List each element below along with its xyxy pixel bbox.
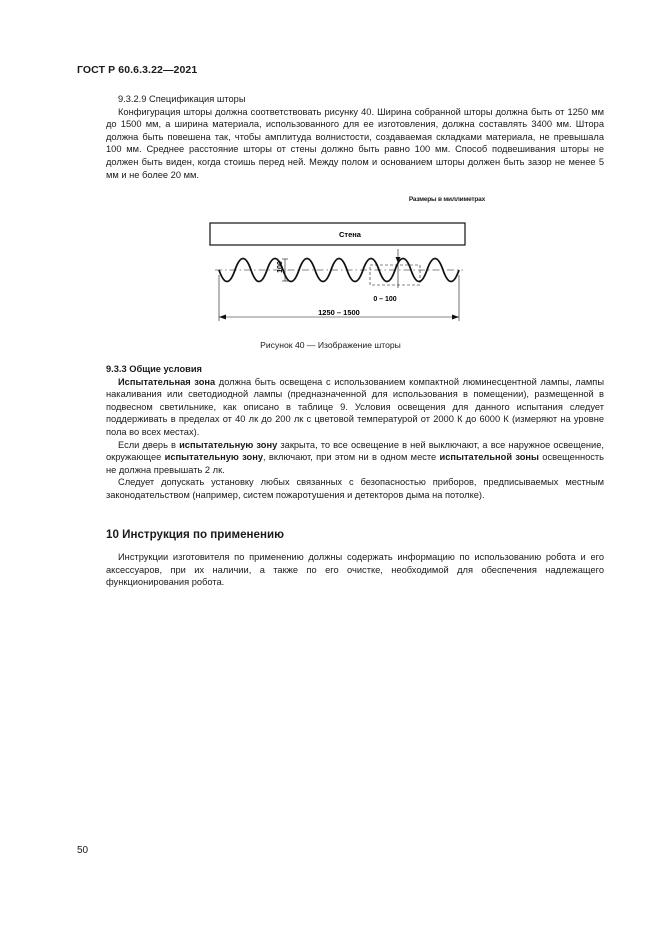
paragraph-1: Испытательная зона должна быть освещена с использованием компактной люминесцентной лампы, лампы накаливания или светодиодной лампы (предназначенной для использования в помещении), размещенной в подвесном светильнике, как описано в таблице 9. Условия освещения для данного испытания следует поддерживать в пределах от 40 лк до 200 лк с цветовой температурой от 2000 К до 6000 К (измеряют на уровне пола во всех местах). xyxy=(106,376,604,437)
curtain-figure xyxy=(205,193,485,328)
section-title: 9.3.3 Общие условия xyxy=(106,364,202,374)
term-test-zone: Испытательная зона xyxy=(118,376,216,387)
paragraph-2: Если дверь в испытательную зону закрыта, то все освещение в ней выключают, а все наружное освещение, окружающее испытательную зону, включают, при этом ни в одном месте испытательной зоны освещенность не должна превышать 2 лк. xyxy=(106,439,605,475)
wall-rect xyxy=(210,223,465,245)
curtain-drawing xyxy=(205,193,485,328)
page-number: 50 xyxy=(77,845,89,856)
figure-caption: Рисунок 40 — Изображение шторы xyxy=(260,340,401,350)
section-title: 9.3.2.9 Спецификация шторы xyxy=(118,94,246,104)
amplitude-label: 100 xyxy=(277,261,284,273)
section-body: Конфигурация шторы должна соответствовать рисунку 40. Ширина собранной шторы должна быть от 1250 мм до 1500 мм, а ширина материала, использованного для ее изготовления, должна составлять 3400 мм. Штора должна быть повешена так, чтобы амплитуда волнистости, создаваемая складками материала, не превышала 100 мм. Среднее расстояние шторы от стены должно быть равно 100 мм. Способ подвешивания шторы не должен быть виден, когда стоишь перед ней. Между полом и основанием шторы должен быть зазор не менее 5 мм и не более 20 мм. xyxy=(106,106,604,180)
term-test-zone: испытательную зону xyxy=(164,452,264,463)
width-label: 1250 – 1500 xyxy=(318,308,360,317)
term-test-zone: испытательную зону xyxy=(179,439,278,450)
document-code: ГОСТ Р 60.6.3.22—2021 xyxy=(77,64,198,76)
section-9-3-3 xyxy=(106,363,604,502)
section-10 xyxy=(106,551,604,589)
term-test-zone: испытательной зоны xyxy=(439,452,539,463)
section-body: Инструкции изготовителя по применению должны содержать информацию по использованию робота и его аксессуаров, при их наличии, а также по его очистке, необходимой для обеспечения надлежащего функционирования робота. xyxy=(106,552,604,588)
wall-label: Стена xyxy=(339,230,361,239)
section-10-title: 10 Инструкция по применению xyxy=(106,528,285,541)
section-9-3-2-9 xyxy=(106,93,604,181)
figure-units-note: Размеры в миллиметрах xyxy=(408,196,485,203)
offset-label: 0 – 100 xyxy=(373,296,397,303)
paragraph-3: Следует допускать установку любых связанных с безопасностью приборов, предписываемых местным законодательством (например, систем пожаротушения и детекторов дыма на потолке). xyxy=(106,477,604,500)
